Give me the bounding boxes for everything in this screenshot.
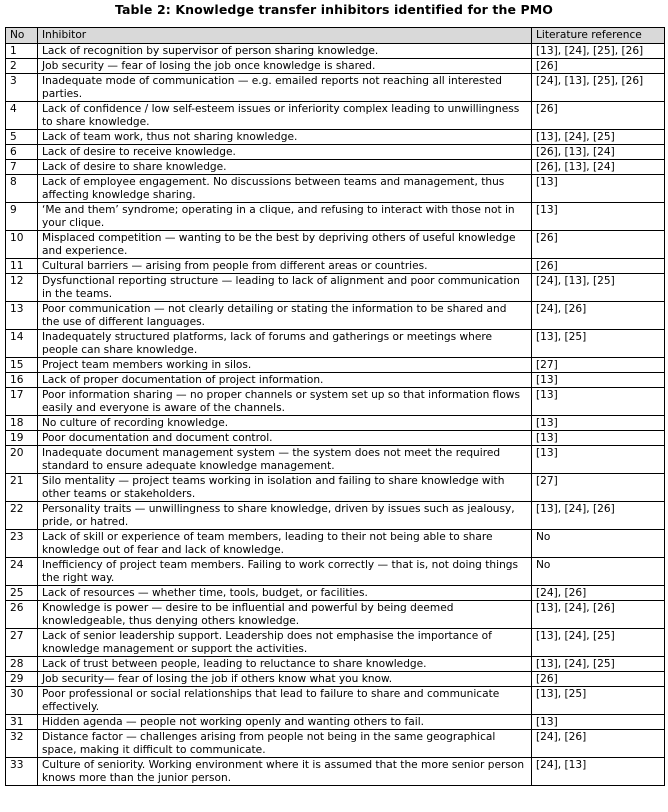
table-row (6, 388, 665, 416)
row-inhibitor: Lack of confidence / low self-esteem issues or inferiority complex leading to unwillingness to share knowledge. (38, 102, 532, 130)
table-row (6, 44, 665, 59)
row-number: 11 (6, 259, 38, 274)
row-number: 8 (6, 175, 38, 203)
table-row (6, 302, 665, 330)
row-reference: [13], [25] (532, 687, 665, 715)
row-number: 18 (6, 416, 38, 431)
row-inhibitor: Inadequate mode of communication — e.g. emailed reports not reaching all interested parties. (38, 74, 532, 102)
row-reference: [24], [13], [25] (532, 274, 665, 302)
row-reference: [26] (532, 259, 665, 274)
row-number: 2 (6, 59, 38, 74)
row-reference: [13] (532, 431, 665, 446)
row-number: 10 (6, 231, 38, 259)
row-number: 25 (6, 586, 38, 601)
row-inhibitor: Hidden agenda — people not working openly and wanting others to fail. (38, 715, 532, 730)
table-row (6, 59, 665, 74)
table-row (6, 446, 665, 474)
row-inhibitor: Knowledge is power — desire to be influential and powerful by being deemed knowledgeable, thus denying others knowledge. (38, 601, 532, 629)
table-row (6, 259, 665, 274)
row-inhibitor: Cultural barriers — arising from people from different areas or countries. (38, 259, 532, 274)
table-row (6, 657, 665, 672)
row-reference: [24], [26] (532, 586, 665, 601)
row-inhibitor: Project team members working in silos. (38, 358, 532, 373)
table-row (6, 74, 665, 102)
row-number: 30 (6, 687, 38, 715)
table-row (6, 474, 665, 502)
table-row (6, 558, 665, 586)
row-number: 16 (6, 373, 38, 388)
table-row (6, 758, 665, 786)
row-reference: [24], [26] (532, 730, 665, 758)
inhibitors-table (5, 27, 665, 786)
row-inhibitor: Lack of employee engagement. No discussions between teams and management, thus affecting knowledge sharing. (38, 175, 532, 203)
row-reference: [13], [24], [25] (532, 657, 665, 672)
row-reference: [13], [25] (532, 330, 665, 358)
row-inhibitor: Lack of desire to receive knowledge. (38, 145, 532, 160)
header-inhibitor: Inhibitor (38, 28, 532, 44)
table-body (6, 44, 665, 786)
table-row (6, 730, 665, 758)
row-inhibitor: ‘Me and them’ syndrome; operating in a clique, and refusing to interact with those not in your clique. (38, 203, 532, 231)
row-number: 28 (6, 657, 38, 672)
header-no: No (6, 28, 38, 44)
row-inhibitor: No culture of recording knowledge. (38, 416, 532, 431)
table-row (6, 687, 665, 715)
row-reference: [24], [13], [25], [26] (532, 74, 665, 102)
row-inhibitor: Inadequately structured platforms, lack of forums and gatherings or meetings where people can share knowledge. (38, 330, 532, 358)
table-row (6, 502, 665, 530)
row-reference: [13] (532, 373, 665, 388)
row-number: 24 (6, 558, 38, 586)
row-number: 23 (6, 530, 38, 558)
table-row (6, 672, 665, 687)
row-inhibitor: Lack of recognition by supervisor of person sharing knowledge. (38, 44, 532, 59)
row-reference: [27] (532, 358, 665, 373)
row-reference: [13], [24], [25] (532, 130, 665, 145)
table-row (6, 715, 665, 730)
row-reference: [26] (532, 231, 665, 259)
row-reference: [13] (532, 446, 665, 474)
row-number: 32 (6, 730, 38, 758)
row-number: 20 (6, 446, 38, 474)
table-row (6, 586, 665, 601)
table-row (6, 160, 665, 175)
row-reference: [13] (532, 175, 665, 203)
table-row (6, 330, 665, 358)
table-row (6, 274, 665, 302)
row-inhibitor: Lack of team work, thus not sharing knowledge. (38, 130, 532, 145)
table-row (6, 601, 665, 629)
table-row (6, 629, 665, 657)
row-number: 21 (6, 474, 38, 502)
table-row (6, 416, 665, 431)
row-number: 31 (6, 715, 38, 730)
row-number: 4 (6, 102, 38, 130)
row-reference: [13], [24], [25] (532, 629, 665, 657)
row-reference: [13] (532, 416, 665, 431)
row-reference: No (532, 530, 665, 558)
row-number: 33 (6, 758, 38, 786)
row-number: 13 (6, 302, 38, 330)
row-inhibitor: Poor communication — not clearly detailing or stating the information to be shared and the use of different languages. (38, 302, 532, 330)
row-inhibitor: Poor documentation and document control. (38, 431, 532, 446)
row-reference: [13], [24], [26] (532, 601, 665, 629)
row-inhibitor: Lack of proper documentation of project information. (38, 373, 532, 388)
row-number: 15 (6, 358, 38, 373)
row-reference: [26] (532, 672, 665, 687)
row-number: 26 (6, 601, 38, 629)
row-number: 12 (6, 274, 38, 302)
row-inhibitor: Poor professional or social relationships that lead to failure to share and communicate effectively. (38, 687, 532, 715)
row-number: 7 (6, 160, 38, 175)
row-reference: [24], [26] (532, 302, 665, 330)
row-inhibitor: Lack of desire to share knowledge. (38, 160, 532, 175)
row-inhibitor: Lack of trust between people, leading to reluctance to share knowledge. (38, 657, 532, 672)
header-reference: Literature reference (532, 28, 665, 44)
row-reference: [26] (532, 59, 665, 74)
row-number: 19 (6, 431, 38, 446)
table-row (6, 358, 665, 373)
table-header-row (6, 28, 665, 44)
row-number: 14 (6, 330, 38, 358)
row-number: 9 (6, 203, 38, 231)
table-row (6, 431, 665, 446)
row-inhibitor: Misplaced competition — wanting to be the best by depriving others of useful knowledge and experience. (38, 231, 532, 259)
table-row (6, 231, 665, 259)
table-row (6, 373, 665, 388)
row-inhibitor: Personality traits — unwillingness to share knowledge, driven by issues such as jealousy, pride, or hatred. (38, 502, 532, 530)
row-inhibitor: Lack of skill or experience of team members, leading to their not being able to share knowledge out of fear and lack of knowledge. (38, 530, 532, 558)
table-caption: Table 2: Knowledge transfer inhibitors identified for the PMO (114, 2, 554, 17)
row-reference: [27] (532, 474, 665, 502)
row-reference: [13] (532, 715, 665, 730)
row-reference: [26] (532, 102, 665, 130)
row-inhibitor: Job security— fear of losing the job if others know what you know. (38, 672, 532, 687)
row-inhibitor: Silo mentality — project teams working in isolation and failing to share knowledge with other teams or stakeholders. (38, 474, 532, 502)
row-inhibitor: Inadequate document management system — the system does not meet the required standard to ensure adequate knowledge management. (38, 446, 532, 474)
row-number: 22 (6, 502, 38, 530)
row-inhibitor: Poor information sharing — no proper channels or system set up so that information flows easily and everyone is aware of the channels. (38, 388, 532, 416)
row-number: 27 (6, 629, 38, 657)
row-reference: [26], [13], [24] (532, 160, 665, 175)
row-number: 5 (6, 130, 38, 145)
row-inhibitor: Distance factor — challenges arising from people not being in the same geographical space, making it difficult to communicate. (38, 730, 532, 758)
row-reference: No (532, 558, 665, 586)
row-reference: [24], [13] (532, 758, 665, 786)
row-reference: [13] (532, 203, 665, 231)
row-reference: [13], [24], [25], [26] (532, 44, 665, 59)
row-number: 3 (6, 74, 38, 102)
row-number: 29 (6, 672, 38, 687)
row-number: 17 (6, 388, 38, 416)
row-inhibitor: Job security — fear of losing the job once knowledge is shared. (38, 59, 532, 74)
table-row (6, 175, 665, 203)
row-inhibitor: Inefficiency of project team members. Failing to work correctly — that is, not doing things the right way. (38, 558, 532, 586)
row-number: 6 (6, 145, 38, 160)
row-reference: [13] (532, 388, 665, 416)
row-inhibitor: Culture of seniority. Working environment where it is assumed that the more senior person knows more than the junior person. (38, 758, 532, 786)
table-row (6, 102, 665, 130)
row-inhibitor: Dysfunctional reporting structure — leading to lack of alignment and poor communication in the teams. (38, 274, 532, 302)
table-row (6, 130, 665, 145)
table-row (6, 203, 665, 231)
row-reference: [26], [13], [24] (532, 145, 665, 160)
row-reference: [13], [24], [26] (532, 502, 665, 530)
row-number: 1 (6, 44, 38, 59)
table-row (6, 530, 665, 558)
row-inhibitor: Lack of senior leadership support. Leadership does not emphasise the importance of knowledge management or support the activities. (38, 629, 532, 657)
table-row (6, 145, 665, 160)
row-inhibitor: Lack of resources — whether time, tools, budget, or facilities. (38, 586, 532, 601)
